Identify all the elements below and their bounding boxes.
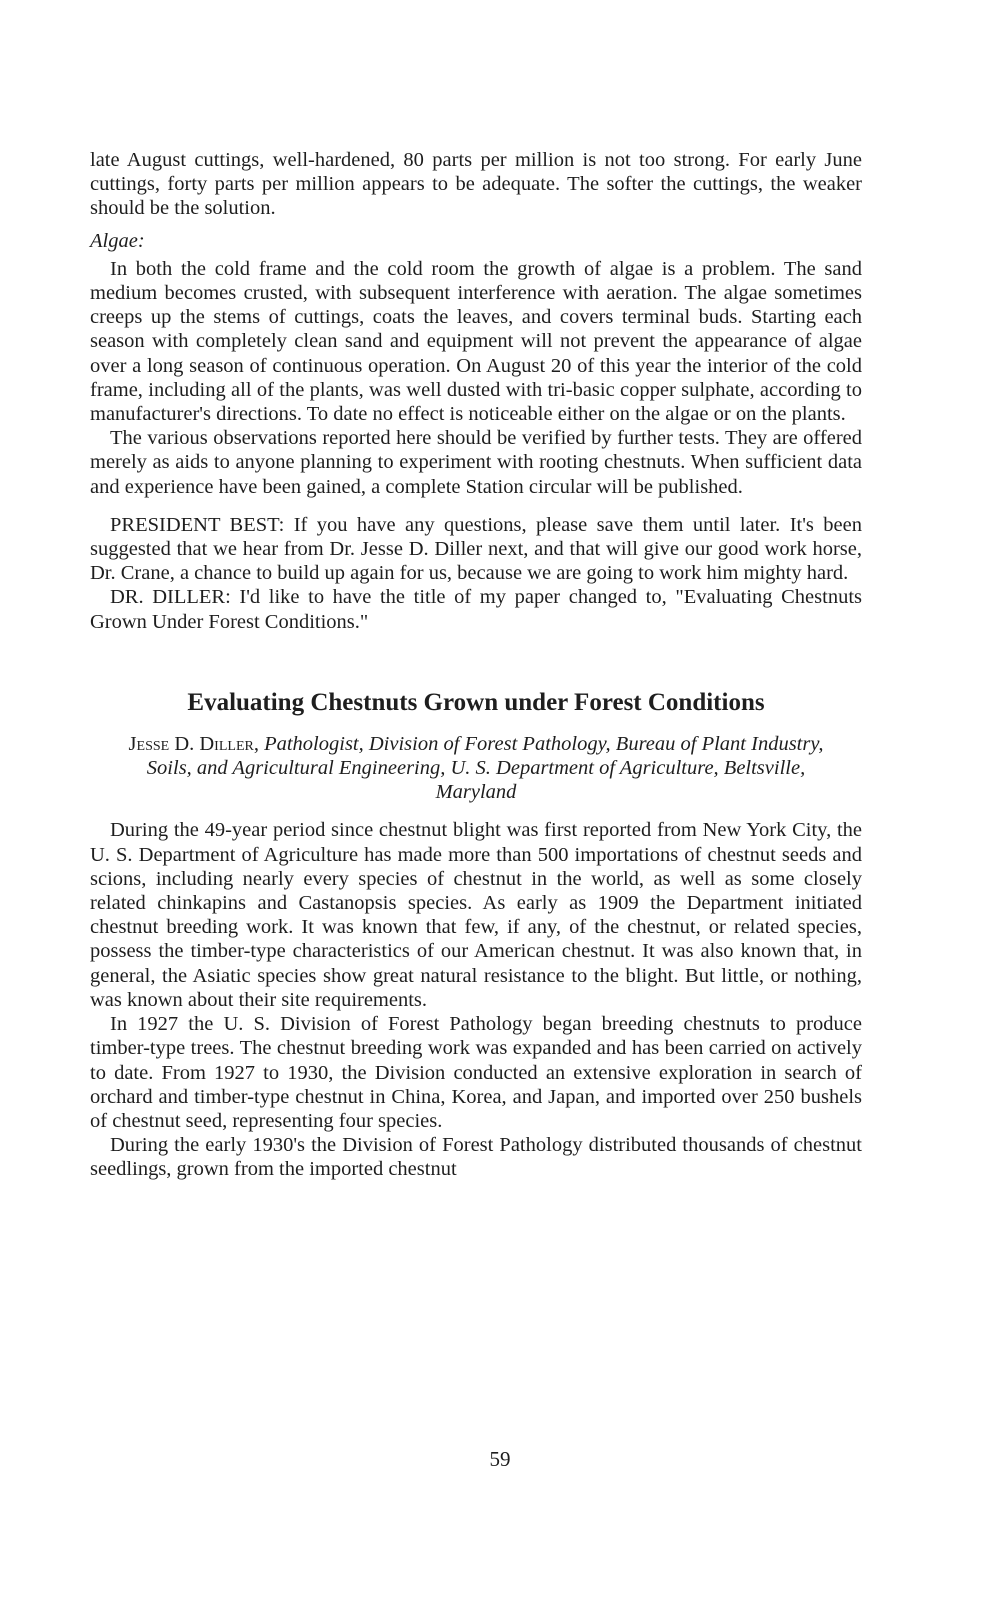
paragraph-observations: The various observations reported here should be verified by further tests. They are offered merely as aids to anyone planning to experiment with rooting chestnuts. When sufficient data and experience have been gained, a complete Station circular will be published. — [90, 427, 862, 498]
author-affiliation: Pathologist, Division of Forest Pathology, Bureau of Plant Industry, Soils, and Agricultural Engineering, U. S. Department of Agriculture, Beltsville, Maryland — [146, 732, 824, 804]
top-section — [90, 148, 862, 1182]
paragraph-cuttings-solution: late August cuttings, well-hardened, 80 parts per million is not too strong. For early June cuttings, forty parts per million appears to be adequate. The softer the cuttings, the weaker should be the solution. — [90, 149, 862, 220]
article-title: Evaluating Chestnuts Grown under Forest Conditions — [187, 688, 765, 716]
paragraph-president-best: PRESIDENT BEST: If you have any questions, please save them until later. It's been suggested that we hear from Dr. Jesse D. Diller next, and that will give our good work horse, Dr. Crane, a chance to build up again for us, because we are going to work him mighty hard. — [90, 513, 862, 585]
section-heading-algae: Algae: — [90, 229, 145, 252]
byline — [90, 732, 862, 805]
paragraph-early-1930s: During the early 1930's the Division of Forest Pathology distributed thousands of chestnut seedlings, grown from the imported chestnut — [90, 1134, 862, 1181]
paragraph-breeding-1927: In 1927 the U. S. Division of Forest Pathology began breeding chestnuts to produce timber-type trees. The chestnut breeding work was expanded and has been carried on actively to date. From 1927 to 1930, the Division conducted an extensive exploration in search of orchard and timber-type chestnut in China, Korea, and Japan, and imported over 250 bushels of chestnut seed, representing four species. — [90, 1013, 862, 1132]
author-name: Jesse D. Diller, — [128, 732, 259, 755]
paragraph-algae-problem: In both the cold frame and the cold room the growth of algae is a problem. The sand medium becomes crusted, with subsequent interference with aeration. The algae sometimes creeps up the stems of cuttings, coats the leaves, and covers terminal buds. Starting each season with completely clean sand and equipment will not prevent the appearance of algae over a long season of continuous operation. On August 20 of this year the interior of the cold frame, including all of the plants, was well dusted with tri-basic copper sulphate, according to manufacturer's directions. To date no effect is noticeable either on the algae or on the plants. — [90, 257, 862, 426]
paragraph-importations: During the 49-year period since chestnut blight was first reported from New York City, the U. S. Department of Agriculture has made more than 500 importations of chestnut seeds and scions, including nearly every species of chestnut in the world, as well as some closely related chinkapins and Castanopsis species. As early as 1909 the Department initiated chestnut breeding work. It was known that few, if any, of the chestnut, or related species, possess the timber-type characteristics of our American chestnut. It was also known that, in general, the Asiatic species show great natural resistance to the blight. But little, or nothing, was known about their site requirements. — [90, 819, 862, 1011]
paragraph-dr-diller: DR. DILLER: I'd like to have the title of my paper changed to, "Evaluating Chestnuts Grown Under Forest Conditions." — [90, 586, 862, 633]
page-number: 59 — [489, 1447, 511, 1471]
